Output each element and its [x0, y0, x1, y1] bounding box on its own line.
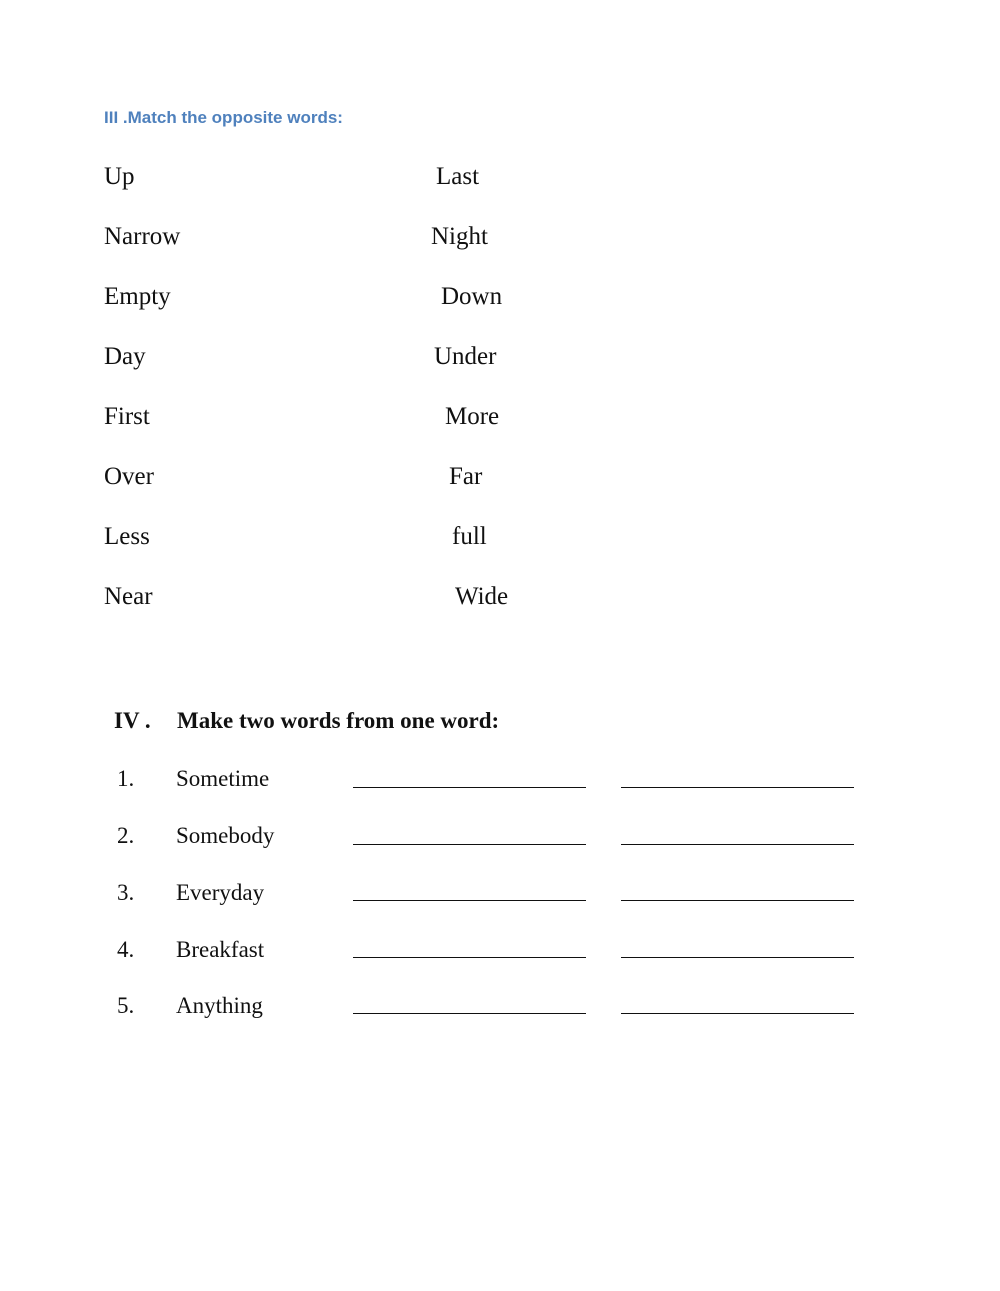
right-word: Night — [431, 223, 488, 250]
item-word: Breakfast — [176, 937, 265, 962]
item-number: 5. — [117, 993, 135, 1018]
item-number: 2. — [117, 823, 135, 848]
answer-blank-2[interactable] — [621, 957, 854, 958]
right-word: Far — [449, 463, 483, 490]
answer-blank-1[interactable] — [353, 1013, 586, 1014]
answer-blank-1[interactable] — [353, 957, 586, 958]
item-number: 1. — [117, 766, 135, 791]
left-word: Empty — [104, 283, 171, 310]
section-4-number: IV . — [114, 708, 151, 733]
answer-blank-2[interactable] — [621, 787, 854, 788]
right-word: Down — [441, 283, 503, 310]
answer-blank-1[interactable] — [353, 787, 586, 788]
left-word: Narrow — [104, 223, 181, 250]
left-word: Up — [104, 163, 135, 190]
answer-blank-2[interactable] — [621, 900, 854, 901]
item-number: 3. — [117, 880, 135, 905]
right-word: full — [452, 523, 487, 550]
item-number: 4. — [117, 937, 135, 962]
left-word: Over — [104, 463, 154, 490]
item-word: Sometime — [176, 766, 270, 791]
left-word: Day — [104, 343, 146, 370]
answer-blank-2[interactable] — [621, 1013, 854, 1014]
answer-blank-1[interactable] — [353, 844, 586, 845]
answer-blank-2[interactable] — [621, 844, 854, 845]
left-word: Less — [104, 523, 150, 550]
item-word: Anything — [176, 993, 263, 1018]
right-word: Under — [434, 343, 497, 370]
right-word: More — [445, 403, 500, 430]
left-word: First — [104, 403, 150, 430]
right-word: Wide — [455, 583, 509, 610]
right-word: Last — [436, 163, 480, 190]
left-word: Near — [104, 583, 153, 610]
item-word: Everyday — [176, 880, 265, 905]
answer-blank-1[interactable] — [353, 900, 586, 901]
section-3-title: III .Match the opposite words: — [104, 108, 343, 127]
section-4-title: Make two words from one word: — [177, 708, 500, 733]
item-word: Somebody — [176, 823, 275, 848]
